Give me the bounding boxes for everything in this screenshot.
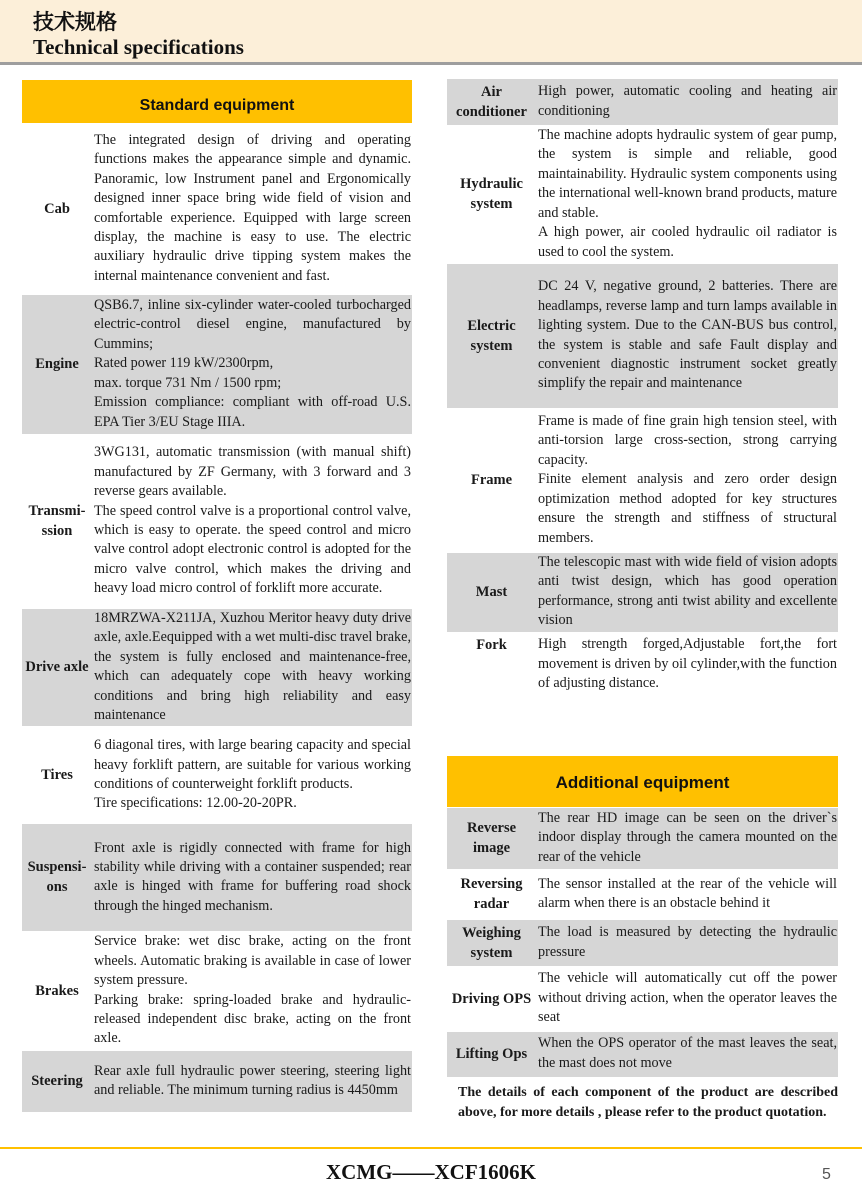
spec-label: Steering [22, 1050, 92, 1112]
spec-row-driving-ops [447, 967, 838, 1032]
spec-label: Reverse image [447, 808, 536, 870]
spec-text: High strength forged,Adjustable fort,the fort movement is driven by oil cylinder,with the function of adjusting distance. [536, 632, 838, 697]
footer-divider [0, 1147, 862, 1149]
spec-row-electric-system [447, 264, 838, 409]
spec-text: Rear axle full hydraulic power steering, steering light and reliable. The minimum turning radius is 4450mm [92, 1050, 412, 1112]
spec-label: Transmi-ssion [22, 435, 92, 609]
spec-row-frame [447, 409, 838, 553]
spec-label: Fork [447, 632, 536, 697]
spec-label: Mast [447, 553, 536, 633]
spec-label: Cab [22, 124, 92, 295]
standard-equipment-table-continued [447, 78, 838, 697]
spec-label: Tires [22, 727, 92, 824]
spec-text: The machine adopts hydraulic system of gear pump, the system is simple and reliable, good maintainability. Hydraulic system components using the international well-known brand products, mature and stable. A high power, air cooled hydraulic oil radiator is used to cool the system. [536, 126, 838, 264]
spec-text: 18MRZWA-X211JA, Xuzhou Meritor heavy duty drive axle, axle.Eequipped with a wet multi-disc travel brake, the system is fully enclosed and maintenance-free, which can adequately cope with heavy working conditions and bring high reliability and easy maintenance [92, 609, 412, 727]
standard-equipment-continued [447, 78, 838, 697]
spec-text: Service brake: wet disc brake, acting on the front wheels. Automatic braking is available in case of lower system pressure. Parking brake: spring-loaded brake and hydraulic-released independent disc brake, acting on the front axle. [92, 932, 412, 1050]
page-number: 5 [822, 1166, 831, 1183]
spec-label: Frame [447, 409, 536, 553]
spec-row-air-conditioner [447, 79, 838, 126]
spec-text: The integrated design of driving and operating functions makes the appearance simple and dynamic. Panoramic, low Instrument panel and Ergonomically designed inner space bring wide field of vision and comfortable experience. Equipped with large screen display, the machine is easy to use. The electric auxiliary hydraulic drive tipping system makes the internal maintenance convenient and fast. [92, 124, 412, 295]
spec-text: 6 diagonal tires, with large bearing capacity and special heavy forklift pattern, are suitable for various working conditions of counterweight forklift products. Tire specifications: 12.00-20-20PR. [92, 727, 412, 824]
spec-row-hydraulic-system [447, 126, 838, 264]
spec-text: The telescopic mast with wide field of vision adopts anti twist design, which has good operation performance, strong anti twist ability and excellente vision [536, 553, 838, 633]
spec-row-transmission [22, 435, 412, 609]
footer-title: XCMG——XCF1606K [326, 1160, 536, 1184]
quotation-note: The details of each component of the product are described above, for more details , please refer to the product quotation. [458, 1085, 838, 1120]
spec-row-brakes [22, 932, 412, 1050]
spec-label: Air conditioner [447, 79, 536, 126]
spec-text: QSB6.7, inline six-cylinder water-cooled turbocharged electric-control diesel engine, manufactured by Cummins; Rated power 119 kW/2300rpm, max. torque 731 Nm / 1500 rpm; Emission compliance: compliant with off-road U.S. EPA Tier 3/EU Stage IIIA. [92, 295, 412, 435]
spec-row-fork [447, 632, 838, 697]
spec-text: 3WG131, automatic transmission (with manual shift) manufactured by ZF Germany, with 3 forward and 3 reverse gears available. The speed control valve is a proportional control valve, which is easy to operate. the speed control and micro valve control adopt electronic control is adopted for the micro valve control, which makes the driving and heavy load micro control of forklift more accurate. [92, 435, 412, 609]
spec-text: High power, automatic cooling and heating air conditioning [536, 79, 838, 126]
spec-label: Weighing system [447, 920, 536, 967]
standard-equipment-column [22, 80, 412, 1112]
spec-row-cab [22, 124, 412, 295]
spec-text: DC 24 V, negative ground, 2 batteries. There are headlamps, reverse lamp and turn lamps available in lighting system. Due to the CAN-BUS bus control, the system is stable and safe Fault display and convenient diagnostic instrument socket greatly simplify the repair and maintenance [536, 264, 838, 409]
standard-equipment-title: Standard equipment [22, 80, 412, 123]
spec-label: Drive axle [22, 609, 92, 727]
spec-row-tires [22, 727, 412, 824]
spec-label: Engine [22, 295, 92, 435]
spec-row-lifting-ops [447, 1032, 838, 1077]
spec-row-reversing-radar [447, 870, 838, 920]
spec-row-suspensions [22, 824, 412, 932]
additional-equipment-column [447, 807, 838, 1077]
additional-equipment-table [447, 807, 838, 1077]
spec-text: The vehicle will automatically cut off the power without driving action, when the operator leaves the seat [536, 967, 838, 1032]
spec-row-mast [447, 553, 838, 633]
spec-row-drive-axle [22, 609, 412, 727]
spec-label: Driving OPS [447, 967, 536, 1032]
spec-text: Front axle is rigidly connected with frame for high stability while driving with a container suspended; rear axle is hinged with frame for buffering road shock through the hinged mechanism. [92, 824, 412, 932]
additional-equipment-title: Additional equipment [447, 756, 838, 807]
spec-label: Suspensi-ons [22, 824, 92, 932]
spec-label: Hydraulic system [447, 126, 536, 264]
spec-label: Brakes [22, 932, 92, 1050]
spec-text: The rear HD image can be seen on the driver`s indoor display through the camera mounted on the rear of the vehicle [536, 808, 838, 870]
spec-text: Frame is made of fine grain high tension steel, with anti-torsion large cross-section, strong carrying capacity. Finite element analysis and zero order design optimization method adopted for key structures ensure the strength and stiffness of structural members. [536, 409, 838, 553]
spec-text: When the OPS operator of the mast leaves the seat, the mast does not move [536, 1032, 838, 1077]
spec-label: Lifting Ops [447, 1032, 536, 1077]
header-title-en: Technical specifications [33, 35, 244, 59]
spec-label: Electric system [447, 264, 536, 409]
header-title-zh: 技术规格 [33, 10, 117, 34]
spec-row-weighing-system [447, 920, 838, 967]
spec-row-engine [22, 295, 412, 435]
spec-label: Reversing radar [447, 870, 536, 920]
spec-row-steering [22, 1050, 412, 1112]
page-header [0, 0, 862, 65]
standard-equipment-table [22, 123, 412, 1112]
spec-text: The load is measured by detecting the hydraulic pressure [536, 920, 838, 967]
spec-row-reverse-image [447, 808, 838, 870]
spec-text: The sensor installed at the rear of the vehicle will alarm when there is an obstacle behind it [536, 870, 838, 920]
